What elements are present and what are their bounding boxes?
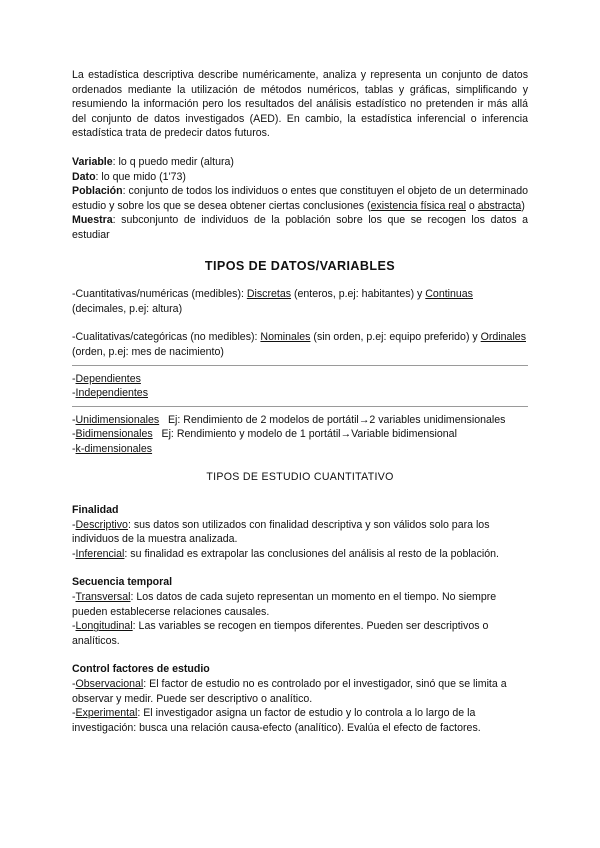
underline-abstracta: abstracta: [477, 199, 522, 212]
line-dependientes: [72, 372, 528, 387]
definition-muestra: [72, 213, 528, 242]
underline-descriptivo: Descriptivo: [75, 518, 128, 531]
text-observacional: : El factor de estudio no es controlado por el investigador, sinó que se limita a observar y medir. Puede ser descriptivo o analítico.: [72, 678, 507, 705]
heading-tipos-estudio: TIPOS DE ESTUDIO CUANTITATIVO: [206, 471, 394, 484]
text-descriptivo: : sus datos son utilizados con finalidad descriptiva y son válidos solo para los individuos de la muestra analizada.: [72, 518, 490, 546]
text-longitudinal: : Las variables se recogen en tiempos diferentes. Pueden ser descriptivos o analíticos.: [72, 620, 489, 647]
text-cual-pre: -Cualitativas/categóricas (no medibles):: [72, 331, 261, 344]
underline-ordinales: Ordinales: [480, 331, 526, 344]
divider-1: [72, 365, 528, 366]
underline-bidimensionales: Bidimensionales: [75, 428, 153, 441]
term-muestra: Muestra: [72, 214, 113, 227]
dash-uni: -: [72, 413, 76, 426]
line-cualitativas: [72, 330, 528, 359]
text-variable: : lo q puedo medir (altura): [112, 155, 234, 168]
term-poblacion: Población: [72, 185, 123, 198]
term-variable: Variable: [72, 155, 113, 168]
text-poblacion: : conjunto de todos los individuos o entes que constituyen el objeto de un determinado estudio y sobre los que se desea obtener ciertas conclusiones (: [72, 185, 528, 212]
underline-continuas: Continuas: [425, 288, 473, 301]
line-bidimensionales: [72, 427, 528, 442]
line-kdimensionales: [72, 442, 528, 457]
underline-dependientes: Dependientes: [75, 372, 141, 385]
dash-k: -: [72, 442, 76, 455]
item-transversal: [72, 590, 528, 619]
intro-paragraph: La estadística descriptiva describe numéricamente, analiza y representa un conjunto de datos ordenados mediante la utilización de métodos numéricos, tablas y gráficas, simplificando y resumiendo la información pero los resultados del análisis estadístico no pretenden ir más allá del conjunto de datos investigados (AED). En cambio, la estadística inferencial o inferencia estadística trata de predecir datos futuros.: [72, 69, 528, 140]
text-muestra: : subconjunto de individuos de la población sobre los que se recogen los datos a estudiar: [72, 214, 528, 241]
text-dato: : lo que mido (1'73): [95, 170, 186, 183]
text-cual-end: (orden, p.ej: mes de nacimiento): [72, 345, 224, 358]
text-cuant-mid: (enteros, p.ej: habitantes) y: [291, 288, 426, 301]
line-independientes: [72, 386, 528, 401]
dash-inf: -: [72, 547, 76, 560]
dash-long: -: [72, 620, 76, 633]
underline-transversal: Transversal: [75, 591, 131, 604]
divider-2: [72, 406, 528, 407]
underline-independientes: Independientes: [75, 387, 148, 400]
text-experimental: : El investigador asigna un factor de estudio y lo controla a lo largo de la investigación: busca una relación causa-efecto (analítico). Evalúa el efecto de factores.: [72, 707, 481, 734]
item-longitudinal: [72, 619, 528, 648]
definition-variable: [72, 155, 528, 170]
text-bi: Ej: Rendimiento y modelo de 1 portátil→Variable bidimensional: [152, 428, 457, 441]
underline-nominales: Nominales: [260, 331, 311, 344]
dash-exp: -: [72, 707, 76, 720]
item-observacional: [72, 677, 528, 706]
document-page: [72, 68, 528, 735]
underline-kdimensionales: k-dimensionales: [75, 442, 153, 455]
line-cuantitativas: [72, 287, 528, 316]
underline-experimental: Experimental: [75, 707, 138, 720]
text-cual-mid: (sin orden, p.ej: equipo preferido) y: [310, 331, 481, 344]
item-experimental: [72, 706, 528, 735]
underline-longitudinal: Longitudinal: [75, 620, 133, 633]
definition-dato: [72, 170, 528, 185]
underline-unidimensionales: Unidimensionales: [75, 413, 160, 426]
item-inferencial: [72, 547, 528, 562]
dash-indep: -: [72, 387, 76, 400]
text-poblacion-mid: o: [465, 199, 478, 212]
dash-obs: -: [72, 678, 76, 690]
underline-inferencial: Inferencial: [75, 547, 125, 560]
text-cuant-end: (decimales, p.ej: altura): [72, 302, 183, 315]
section-control-title: Control factores de estudio: [72, 663, 210, 676]
dash-trans: -: [72, 591, 76, 604]
text-inferencial: : su finalidad es extrapolar las conclusiones del análisis al resto de la población.: [124, 547, 499, 560]
text-poblacion-end: ): [521, 199, 525, 212]
definition-poblacion: [72, 184, 528, 213]
dash-dep: -: [72, 372, 76, 385]
text-uni: Ej: Rendimiento de 2 modelos de portátil→2 variables unidimensionales: [159, 413, 506, 426]
underline-observacional: Observacional: [75, 678, 144, 690]
dash-bi: -: [72, 428, 76, 441]
heading-tipos-datos: TIPOS DE DATOS/VARIABLES: [204, 258, 396, 273]
section-secuencia-title: Secuencia temporal: [72, 576, 173, 589]
term-dato: Dato: [72, 170, 96, 183]
text-cuant-pre: -Cuantitativas/numéricas (medibles):: [72, 288, 247, 301]
item-descriptivo: [72, 518, 528, 547]
dash-desc: -: [72, 518, 76, 531]
underline-existencia: existencia física real: [370, 199, 466, 212]
line-unidimensionales: [72, 413, 528, 428]
section-finalidad-title: Finalidad: [72, 504, 119, 517]
text-transversal: : Los datos de cada sujeto representan un momento en el tiempo. No siempre pueden establecerse relaciones causales.: [72, 591, 497, 618]
underline-discretas: Discretas: [246, 288, 292, 301]
